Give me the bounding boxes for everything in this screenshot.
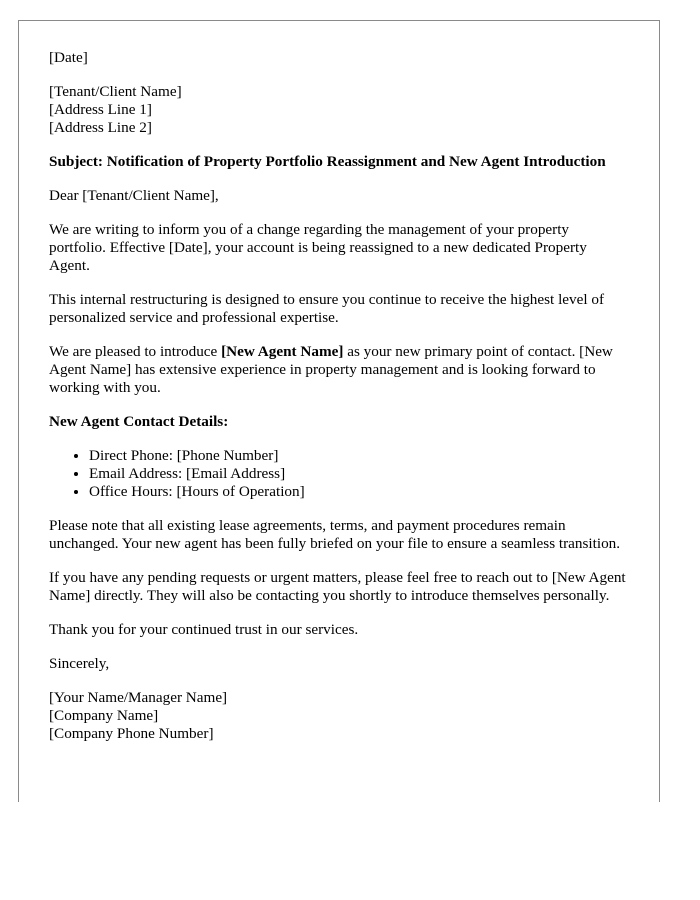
letter-salutation: Dear [Tenant/Client Name], — [49, 187, 219, 204]
contact-item-phone: • Direct Phone: [Phone Number] — [89, 447, 629, 465]
letter-date: [Date] — [49, 49, 88, 66]
letter-page — [18, 20, 660, 802]
paragraph-pending-requests: If you have any pending requests or urgent matters, please feel free to reach out to [New Agent Name] directly. They will also be contacting you shortly to introduce themselves personally. — [49, 569, 626, 604]
recipient-address-line-1: [Address Line 1] — [49, 101, 152, 118]
contact-details-list — [49, 447, 629, 501]
letter-closing: Sincerely, — [49, 655, 110, 672]
paragraph-unchanged-terms: Please note that all existing lease agreements, terms, and payment procedures remain unchanged. Your new agent has been fully briefed on your file to ensure a seamless transition. — [49, 517, 621, 552]
recipient-address-block — [49, 83, 629, 137]
contact-item-email: • Email Address: [Email Address] — [89, 465, 629, 483]
paragraph-reassignment: We are writing to inform you of a change regarding the management of your property portfolio. Effective [Date], your account is being reassigned to a new dedicated Property Agent. — [49, 221, 587, 274]
sender-phone: [Company Phone Number] — [49, 725, 214, 742]
contact-item-hours: • Office Hours: [Hours of Operation] — [89, 483, 629, 501]
paragraph-restructuring: This internal restructuring is designed to ensure you continue to receive the highest level of personalized service and professional expertise. — [49, 291, 605, 326]
introduction-text-before: We are pleased to introduce — [49, 343, 222, 360]
paragraph-introduction — [49, 343, 629, 397]
introduction-text-after: as your new primary point of contact. [New Agent Name] has extensive experience in property management and is looking forward to working with you. — [49, 343, 613, 396]
contact-details-heading: New Agent Contact Details: — [49, 413, 229, 430]
letter-subject: Subject: Notification of Property Portfolio Reassignment and New Agent Introduction — [49, 153, 606, 170]
sender-name: [Your Name/Manager Name] — [49, 689, 228, 706]
sender-company: [Company Name] — [49, 707, 159, 724]
recipient-name: [Tenant/Client Name] — [49, 83, 182, 100]
recipient-address-line-2: [Address Line 2] — [49, 119, 152, 136]
sender-signature-block — [49, 689, 629, 743]
new-agent-name: [New Agent Name] — [221, 343, 344, 360]
paragraph-thanks: Thank you for your continued trust in our services. — [49, 621, 359, 638]
